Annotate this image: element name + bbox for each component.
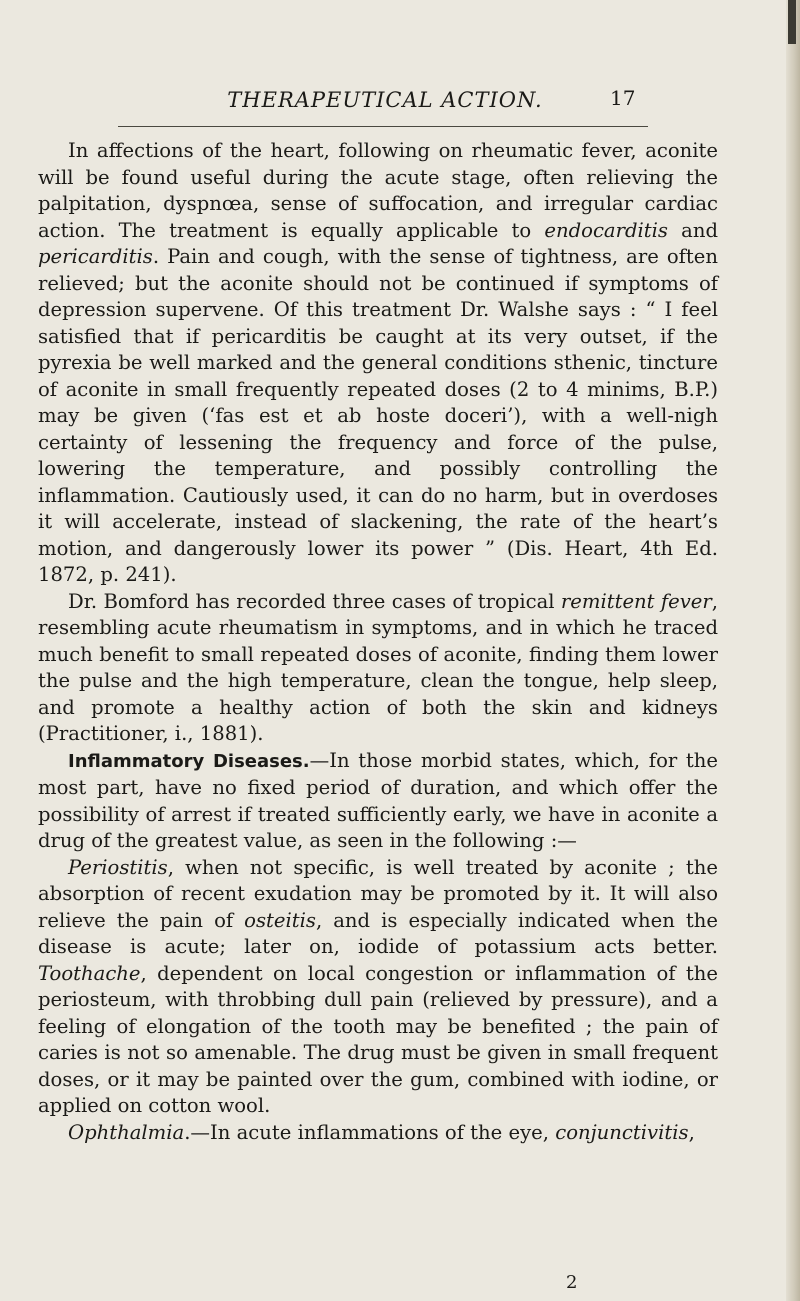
signature-mark: 2 bbox=[566, 1272, 578, 1293]
text-segment: .—In acute inflammations of the eye, bbox=[184, 1120, 556, 1144]
italic-term: Toothache bbox=[38, 961, 141, 985]
text-segment: , when not specific, is well treated by aconite ; the absorption of recent exudation may be promoted by it. It will also relieve the pain of bbox=[38, 855, 718, 932]
body-text bbox=[38, 138, 718, 1146]
paragraph bbox=[38, 589, 718, 748]
page-number: 17 bbox=[610, 86, 636, 110]
italic-term: endocarditis bbox=[544, 218, 668, 242]
text-segment: , dependent on local congestion or inflammation of the periosteum, with throbbing dull pain (relieved by pressure), and a feeling of elongation of the tooth may be benefited ; the pain of caries is not so amenable. The drug must be given in small frequent doses, or it may be painted over the gum, combined with iodine, or applied on cotton wool. bbox=[38, 961, 718, 1117]
text-segment: Dr. Bomford has recorded three cases of tropical bbox=[68, 589, 561, 613]
italic-term: pericarditis bbox=[38, 245, 153, 268]
paragraph bbox=[38, 138, 718, 589]
text-segment: , and is especially indicated when the disease is acute; later on, iodide of potassium acts better. bbox=[38, 908, 718, 958]
italic-term: osteitis bbox=[244, 908, 316, 932]
text-segment: —In those morbid states, which, for the most part, have no fixed period of duration, and which offer the possibility of arrest if treated sufficiently early, we have in aconite a drug of the greatest value, as seen in the following :— bbox=[38, 748, 718, 852]
text-segment: . Pain and cough, with the sense of tightness, are often relieved; but the aconite should not be continued if symptoms of depression supervene. Of this treatment Dr. Walshe says : “ I feel satisfied that if pericarditis be caught at its very outset, if the pyrexia be well marked and the general conditions sthenic, tincture of aconite in small frequently repeated doses (2 to 4 minims, B.P.) may be given (‘fas est et ab hoste doceri’), with a well-nigh certainty of lessening the frequency and force of the pulse, lowering the temperature, and possibly controlling the inflammation. Cautiously used, it can do no harm, but in overdoses it will accelerate, instead of slackening, the rate of the heart’s motion, and dangerously lower its power ” (Dis. Heart, 4th Ed. 1872, p. 241). bbox=[38, 245, 718, 586]
paragraph bbox=[38, 855, 718, 1120]
page-edge-dark-mark bbox=[788, 0, 796, 44]
running-head: THERAPEUTICAL ACTION. bbox=[227, 88, 543, 112]
italic-term: conjunctivitis bbox=[555, 1120, 689, 1144]
section-run-in-heading: Inflammatory Diseases. bbox=[68, 750, 310, 772]
italic-term: Periostitis bbox=[68, 855, 168, 879]
text-segment: In affections of the heart, following on rheumatic fever, aconite will be found useful during the acute stage, often relieving the palpitation, dyspnœa, sense of suffocation, and irregular cardiac action. The treatment is equally applicable to bbox=[38, 139, 718, 242]
text-segment: , bbox=[688, 1120, 695, 1144]
text-segment: , resembling acute rheumatism in symptoms, and in which he traced much benefit to small repeated doses of aconite, finding them lower the pulse and the high temperature, clean the tongue, help sleep, and promote a healthy action of both the skin and kidneys (Practitioner, i., 1881). bbox=[38, 589, 718, 745]
paragraph bbox=[38, 1120, 718, 1147]
header-rule bbox=[118, 126, 648, 127]
paragraph bbox=[38, 748, 718, 855]
text-segment: and bbox=[667, 218, 718, 242]
italic-term: remittent fever bbox=[560, 589, 712, 613]
italic-term: Ophthalmia bbox=[68, 1120, 185, 1144]
page-edge-shadow bbox=[786, 0, 800, 1301]
